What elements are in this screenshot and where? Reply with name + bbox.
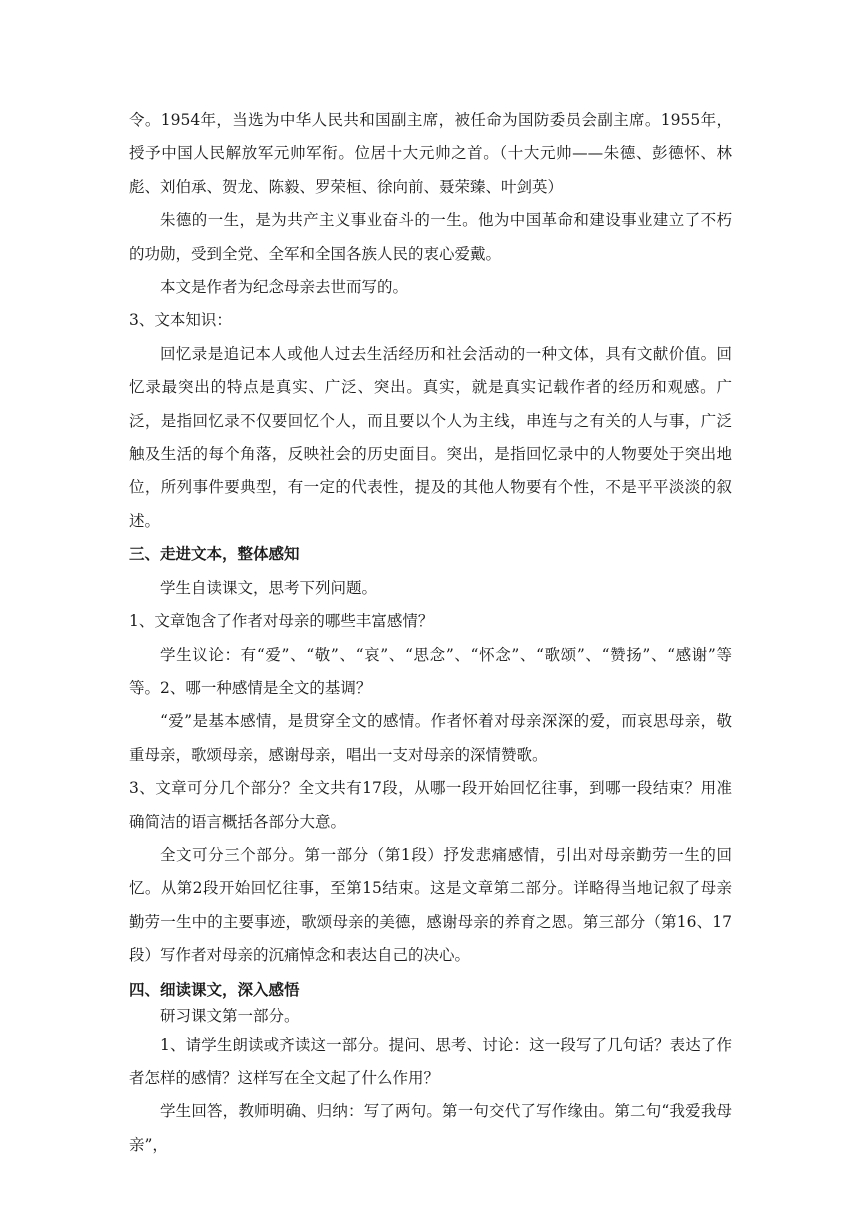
answer-1: 学生议论：有“爱”、“敬”、“哀”、“思念”、“怀念”、“歌颂”、“赞扬”、“感谢”等等。2、哪一种感情是全文的基调？ [129, 645, 732, 697]
paragraph-purpose: 本文是作者为纪念母亲去世而写的。 [160, 278, 409, 297]
paragraph-teacher-summary: 学生回答，教师明确、归纳：写了两句。第一句交代了写作缘由。第二句“我爱我母亲”， [129, 1102, 732, 1154]
answer-3: 全文可分三个部分。第一部分（第1段）抒发悲痛感情，引出对母亲勤劳一生的回忆。从第2段开始回忆往事，至第15结束。这是文章第二部分。详略得当地记叙了母亲勤劳一生中的主要事迹，歌颂母亲的美德，感谢母亲的养育之恩。第三部分（第16、17段）写作者对母亲的沉痛悼念和表达自己的决心。 [129, 845, 732, 965]
paragraph-biography-end: 令。1954年，当选为中华人民共和国副主席，被任命为国防委员会副主席。1955年，授予中国人民解放军元帅军衔。位居十大元帅之首。（十大元帅——朱德、彭德怀、林彪、刘伯承、贺龙、陈毅、罗荣桓、徐向前、聂荣臻、叶剑英） [129, 111, 732, 196]
section-heading-4: 四、细读课文，深入感悟 [129, 980, 300, 999]
paragraph-study-part-one: 研习课文第一部分。 [160, 1006, 300, 1025]
document-body [129, 104, 732, 1162]
answer-2: “爱”是基本感情，是贯穿全文的感情。作者怀着对母亲深深的爱，而哀思母亲，敬重母亲，歌颂母亲，感谢母亲，唱出一支对母亲的深情赞歌。 [129, 712, 732, 764]
section-label-text-knowledge: 3、文本知识： [129, 311, 232, 330]
section-heading-3: 三、走进文本，整体感知 [129, 545, 300, 564]
question-1: 1、文章饱含了作者对母亲的哪些丰富感情？ [129, 612, 434, 631]
question-3: 3、文章可分几个部分？全文共有17段，从哪一段开始回忆往事，到哪一段结束？用准确简洁的语言概括各部分大意。 [129, 779, 732, 831]
paragraph-reading-task: 1、请学生朗读或齐读这一部分。提问、思考、讨论：这一段写了几句话？表达了作者怎样的感情？这样写在全文起了什么作用？ [129, 1035, 732, 1087]
paragraph-life-summary: 朱德的一生，是为共产主义事业奋斗的一生。他为中国革命和建设事业建立了不朽的功勋，受到全党、全军和全国各族人民的衷心爱戴。 [129, 211, 732, 263]
paragraph-memoir-definition: 回忆录是追记本人或他人过去生活经历和社会活动的一种文体，具有文献价值。回忆录最突出的特点是真实、广泛、突出。真实，就是真实记载作者的经历和观感。广泛，是指回忆录不仅要回忆个人，而且要以个人为主线，串连与之有关的人与事，广泛触及生活的每个角落，反映社会的历史面目。突出，是指回忆录中的人物要处于突出地位，所列事件要典型，有一定的代表性，提及的其他人物要有个性，不是平平淡淡的叙述。 [129, 344, 732, 530]
paragraph-self-reading: 学生自读课文，思考下列问题。 [160, 578, 378, 597]
